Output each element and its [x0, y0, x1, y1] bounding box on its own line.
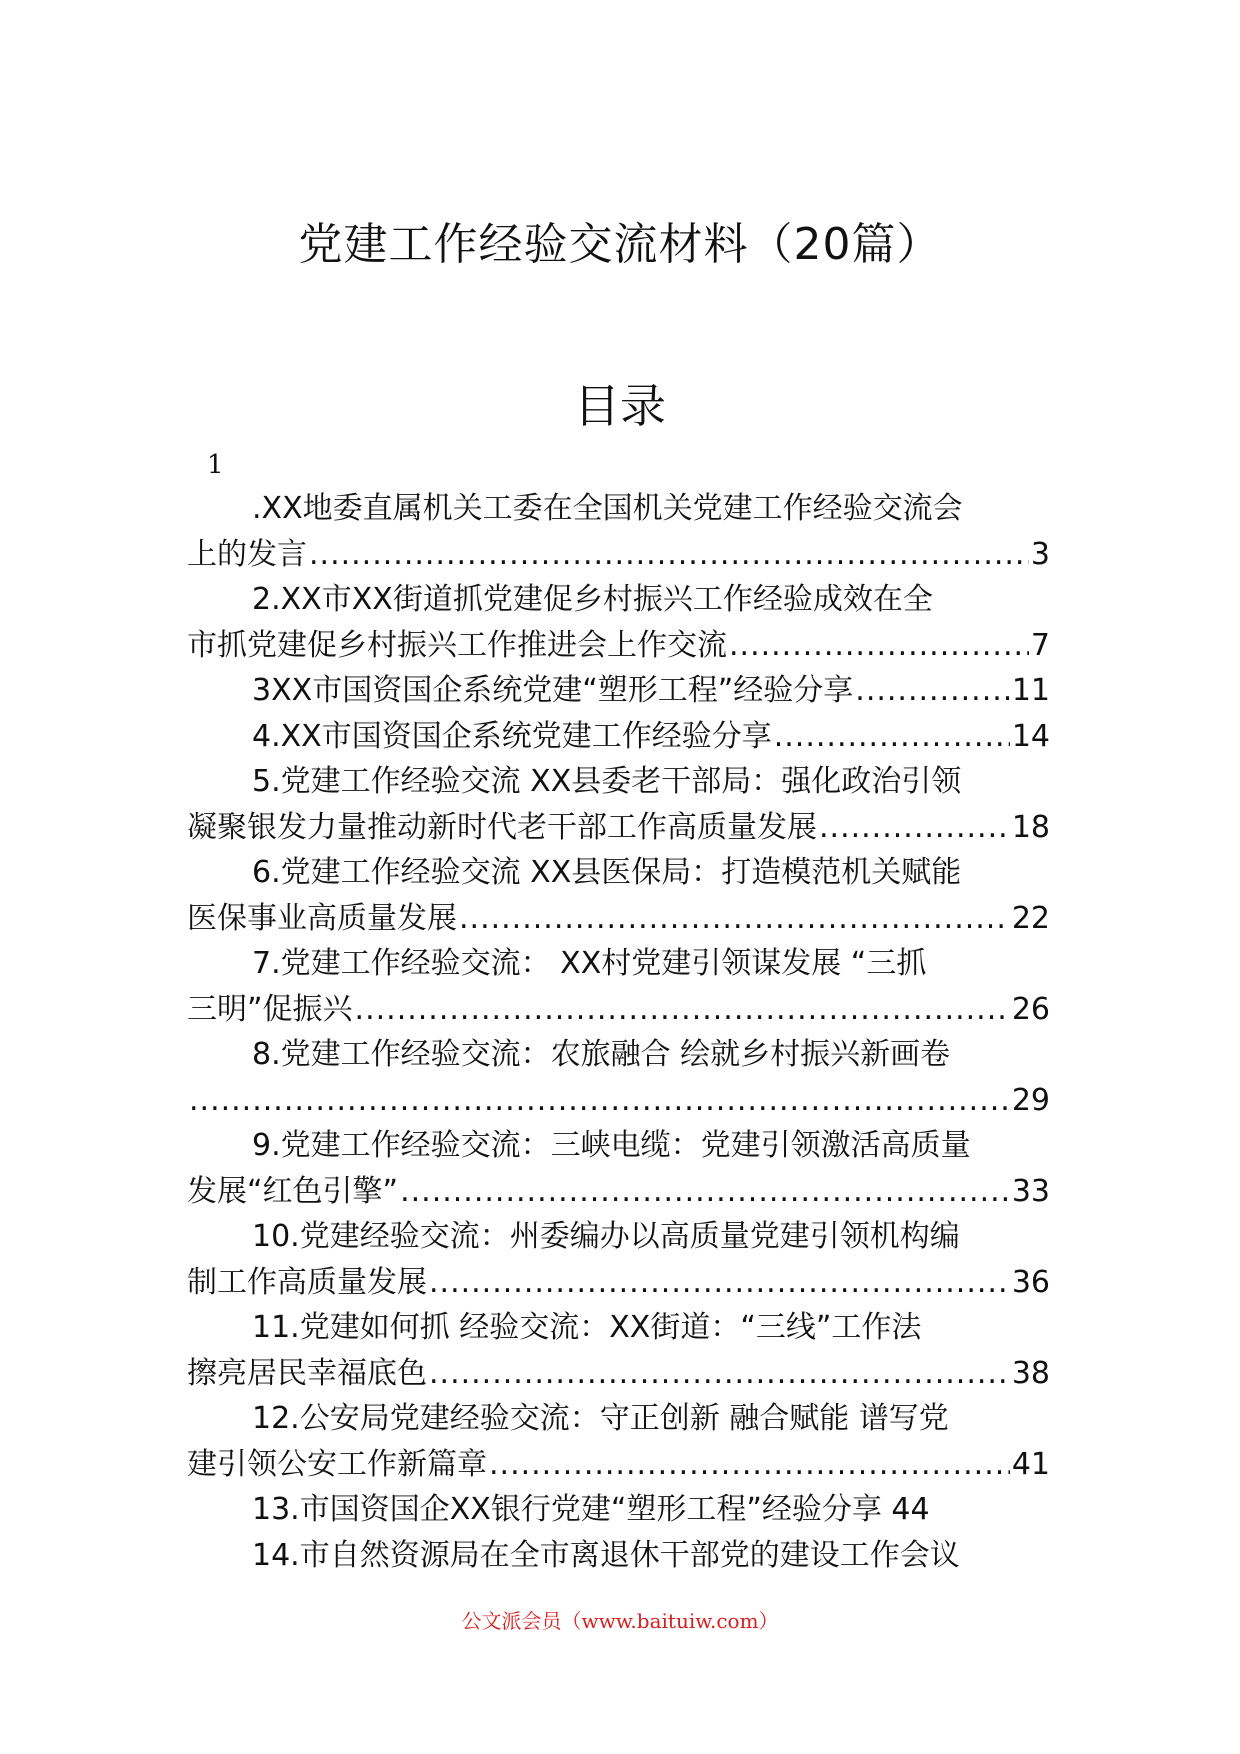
toc-entry-title: 14.市自然资源局在全市离退休干部党的建设工作会议: [252, 1537, 960, 1573]
toc-page-number: 11: [1011, 673, 1050, 708]
toc-entry-title: 3XX市国资国企系统党建“塑形工程”经验分享: [252, 673, 854, 708]
toc-entry-title-continued: 凝聚银发力量推动新时代老干部工作高质量发展: [187, 809, 817, 845]
toc-entry-title-continued: 三明”促振兴: [187, 991, 353, 1027]
footer-watermark: 公文派会员（www.baituiw.com）: [461, 1609, 779, 1633]
toc-entry-title: 9.党建工作经验交流：三峡电缆：党建引领激活高质量: [252, 1128, 971, 1163]
toc-page-number: 7: [1030, 627, 1050, 663]
toc-entry[interactable]: [187, 1487, 1050, 1533]
toc-entry-title-continued: 医保事业高质量发展: [187, 900, 457, 936]
toc-entry[interactable]: [187, 1305, 1050, 1396]
toc-entry-title-continued: 擦亮居民幸福底色: [187, 1355, 427, 1391]
toc-entry-title: 6.党建工作经验交流 XX县医保局：打造模范机关赋能: [252, 855, 962, 890]
toc-entry-title: 13.市国资国企XX银行党建“塑形工程”经验分享 44: [252, 1492, 930, 1527]
toc-entry[interactable]: [187, 1533, 1050, 1579]
toc-entry[interactable]: [187, 577, 1050, 668]
toc-entry[interactable]: [187, 759, 1050, 850]
document-title: 党建工作经验交流材料（20篇）: [298, 219, 942, 270]
toc-entry[interactable]: [187, 1214, 1050, 1305]
toc-dot-leader: [774, 714, 1010, 760]
toc-page-number: 38: [1011, 1355, 1050, 1391]
toc-entry-title: 7.党建工作经验交流： XX村党建引领谋发展 “三抓: [252, 946, 927, 981]
toc-page-number: 36: [1011, 1264, 1050, 1300]
toc-entry-title: 8.党建工作经验交流：农旅融合 绘就乡村振兴新画卷: [252, 1037, 951, 1072]
toc-entry-title: 4.XX市国资国企系统党建工作经验分享: [252, 718, 772, 754]
toc-page-number: 22: [1011, 900, 1050, 936]
toc-dot-leader: [459, 896, 1010, 942]
toc-page-number: 3: [1030, 536, 1050, 572]
table-of-contents: [187, 486, 1050, 1578]
toc-entry-title: 10.党建经验交流：州委编办以高质量党建引领机构编: [252, 1219, 960, 1254]
toc-entry[interactable]: [187, 1123, 1050, 1214]
toc-entry[interactable]: [187, 850, 1050, 941]
toc-entry-title-continued: 建引领公安工作新篇章: [187, 1446, 487, 1482]
toc-entry-title-continued: 上的发言: [187, 536, 307, 572]
toc-entry[interactable]: [187, 1032, 1050, 1123]
toc-dot-leader: [400, 1169, 1010, 1215]
toc-heading: 目录: [574, 379, 666, 433]
toc-page-number: 14: [1011, 718, 1050, 754]
toc-dot-leader: [429, 1351, 1010, 1397]
toc-entry-title: 11.党建如何抓 经验交流：XX街道：“三线”工作法: [252, 1310, 922, 1345]
toc-page-number: 41: [1011, 1446, 1050, 1482]
toc-dot-leader: [429, 1260, 1010, 1306]
toc-dot-leader: [355, 987, 1010, 1033]
toc-page-number: 29: [1011, 1082, 1050, 1118]
toc-dot-leader: [189, 1078, 1010, 1124]
toc-entry-title: .XX地委直属机关工委在全国机关党建工作经验交流会: [252, 491, 963, 526]
toc-entry[interactable]: [187, 941, 1050, 1032]
toc-dot-leader: [489, 1442, 1010, 1488]
toc-entry-title-continued: 发展“红色引擎”: [187, 1173, 399, 1209]
toc-dot-leader: [729, 623, 1029, 669]
toc-page-number: 26: [1011, 991, 1050, 1027]
page-marker: 1: [207, 450, 224, 480]
toc-entry-title: 2.XX市XX街道抓党建促乡村振兴工作经验成效在全: [252, 582, 933, 617]
toc-dot-leader: [855, 668, 1010, 714]
toc-dot-leader: [309, 532, 1029, 578]
toc-entry-title: 12.公安局党建经验交流：守正创新 融合赋能 谱写党: [252, 1401, 949, 1436]
toc-entry[interactable]: [187, 1396, 1050, 1487]
toc-entry[interactable]: [187, 668, 1050, 714]
toc-page-number: 18: [1011, 809, 1050, 845]
toc-page-number: 33: [1011, 1173, 1050, 1209]
toc-entry-title-continued: 市抓党建促乡村振兴工作推进会上作交流: [187, 627, 727, 663]
toc-entry-title: 5.党建工作经验交流 XX县委老干部局：强化政治引领: [252, 764, 962, 799]
toc-dot-leader: [819, 805, 1010, 851]
toc-entry[interactable]: [187, 714, 1050, 760]
toc-entry-title-continued: 制工作高质量发展: [187, 1264, 427, 1300]
toc-entry[interactable]: [187, 486, 1050, 577]
